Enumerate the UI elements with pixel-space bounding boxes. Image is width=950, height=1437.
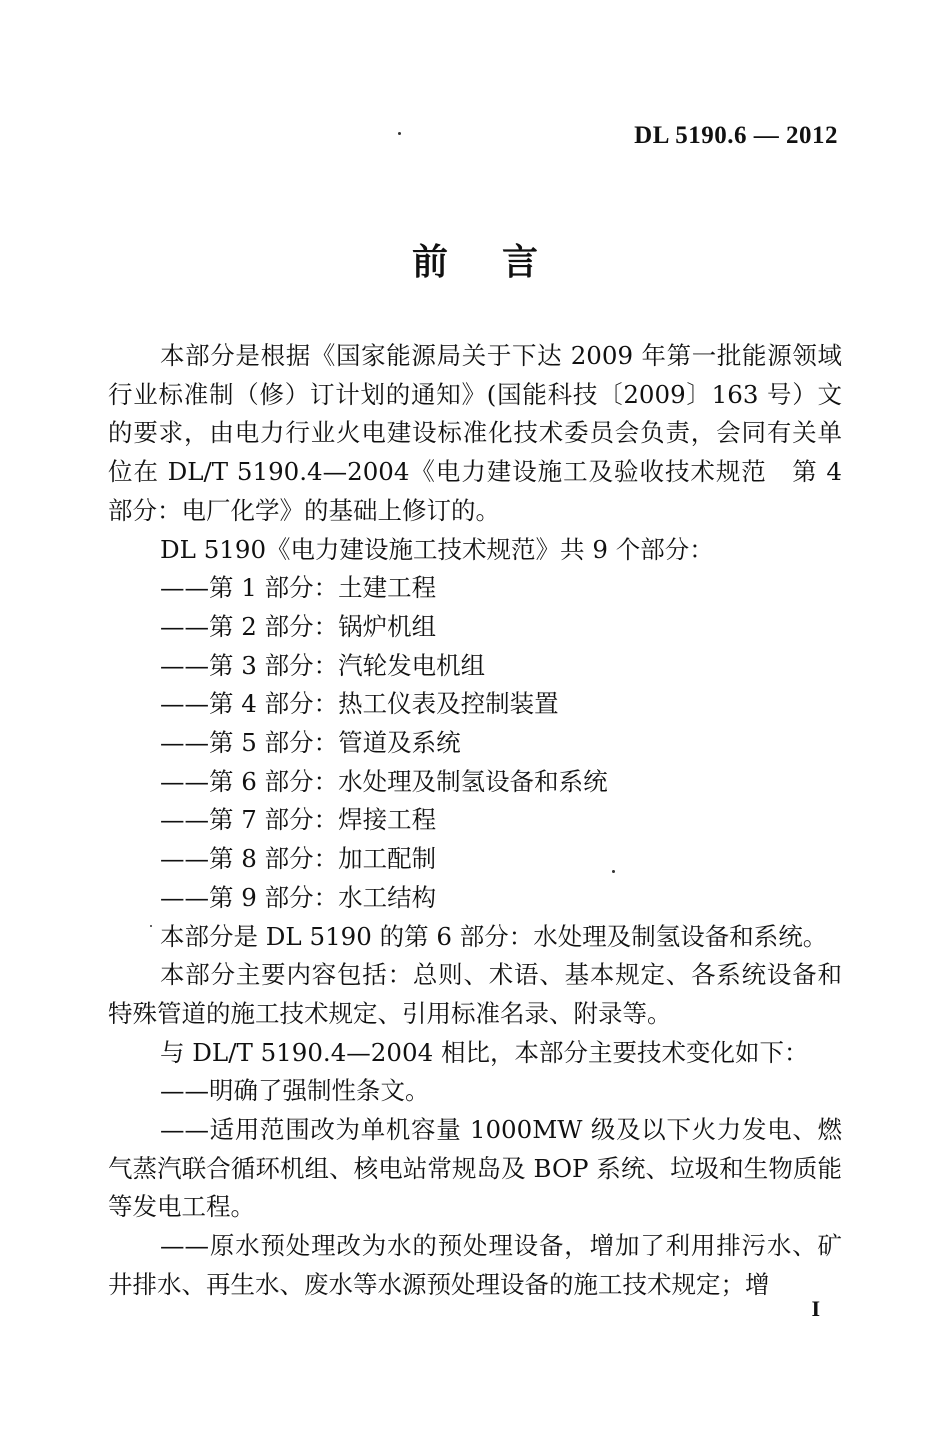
changes-intro-paragraph: 与 DL/T 5190.4—2004 相比，本部分主要技术变化如下： bbox=[160, 1037, 809, 1067]
parts-list-item: ——第 5 部分：管道及系统 bbox=[160, 728, 461, 758]
contents-paragraph: 本部分主要内容包括：总则、术语、基本规定、各系统设备和特殊管道的施工技术规定、引用标准名录、附录等。 bbox=[108, 960, 842, 1028]
page-title: 前言 bbox=[411, 242, 592, 283]
scope-paragraph: 本部分是 DL 5190 的第 6 部分：水处理及制氢设备和系统。 bbox=[160, 921, 828, 951]
parts-list-item: ——第 7 部分：焊接工程 bbox=[160, 805, 437, 835]
parts-list-item: ——第 3 部分：汽轮发电机组 bbox=[160, 650, 486, 680]
parts-list-item: ——第 4 部分：热工仪表及控制装置 bbox=[160, 689, 559, 719]
parts-list-item: ——第 8 部分：加工配制 bbox=[160, 844, 437, 874]
body-text bbox=[108, 337, 842, 1305]
parts-list-item: ——第 1 部分：土建工程 bbox=[160, 573, 437, 603]
change-item: ——原水预处理改为水的预处理设备，增加了利用排污水、矿井排水、再生水、废水等水源预处理设备的施工技术规定；增 bbox=[108, 1231, 842, 1299]
standard-code: DL 5190.6 — 2012 bbox=[634, 122, 838, 149]
parts-intro-paragraph: DL 5190《电力建设施工技术规范》共 9 个部分： bbox=[160, 534, 714, 564]
change-item: ——明确了强制性条文。 bbox=[160, 1076, 430, 1106]
scan-speck bbox=[150, 925, 152, 927]
scan-speck bbox=[612, 870, 615, 873]
change-item: ——适用范围改为单机容量 1000MW 级及以下火力发电、燃气蒸汽联合循环机组、核电站常规岛及 BOP 系统、垃圾和生物质能等发电工程。 bbox=[108, 1115, 842, 1222]
parts-list-item: ——第 6 部分：水处理及制氢设备和系统 bbox=[160, 766, 608, 796]
scan-speck bbox=[398, 132, 401, 135]
parts-list-item: ——第 2 部分：锅炉机组 bbox=[160, 611, 437, 641]
page-number: I bbox=[811, 1296, 820, 1321]
parts-list-item: ——第 9 部分：水工结构 bbox=[160, 882, 437, 912]
intro-paragraph: 本部分是根据《国家能源局关于下达 2009 年第一批能源领域行业标准制（修）订计划的通知》(国能科技〔2009〕163 号）文的要求，由电力行业火电建设标准化技术委员会负责，会同有关单位在 DL/T 5190.4—2004《电力建设施工及验收技术规范 第 4 部分：电厂化学》的基础上修订的。 bbox=[108, 341, 842, 525]
